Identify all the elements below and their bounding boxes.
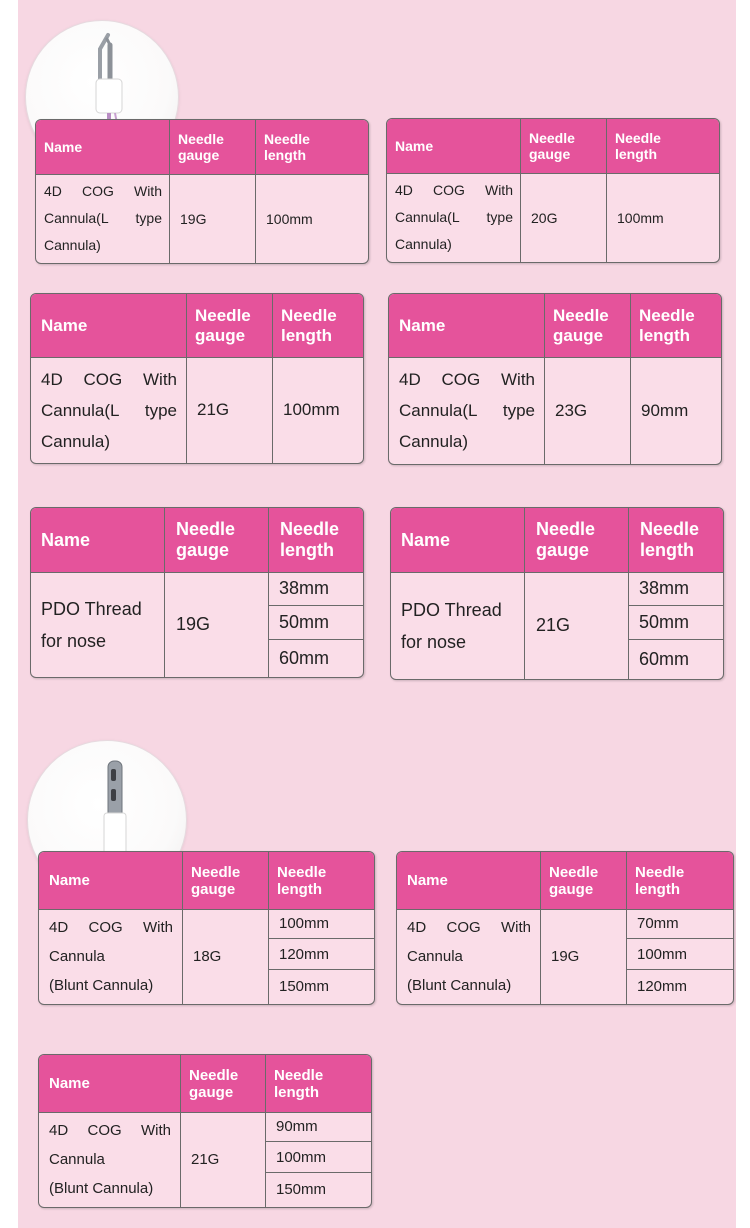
spec-table — [390, 507, 724, 680]
product-name: 4D COG With Cannula (Blunt Cannula) — [407, 919, 531, 994]
length-value: 38mm — [279, 578, 330, 598]
spec-table — [35, 119, 369, 264]
header-name: Name — [401, 529, 451, 550]
length-value: 50mm — [279, 612, 330, 632]
spec-table — [38, 1054, 372, 1208]
table-header-row — [31, 294, 363, 358]
header-needle-gauge: Needle gauge — [536, 519, 596, 560]
needle-lengths — [256, 174, 368, 263]
product-name: PDO Thread for nose — [401, 599, 502, 652]
spec-table — [388, 293, 722, 465]
length-value: 150mm — [279, 978, 330, 995]
header-needle-gauge: Needle gauge — [549, 863, 599, 898]
header-needle-gauge: Needle gauge — [195, 305, 251, 345]
table-header-row — [391, 508, 723, 573]
needle-gauge-value: 18G — [193, 948, 222, 965]
length-value: 100mm — [266, 210, 313, 227]
length-value: 100mm — [637, 945, 688, 963]
header-name: Name — [399, 315, 446, 335]
spec-table — [38, 851, 375, 1005]
length-value: 50mm — [639, 612, 690, 632]
length-value: 60mm — [639, 648, 690, 669]
length-value: 120mm — [637, 978, 688, 995]
product-name: PDO Thread for nose — [41, 598, 142, 651]
needle-gauge-value: 20G — [531, 209, 558, 226]
header-needle-length: Needle length — [640, 519, 700, 560]
table-header-row — [31, 508, 363, 573]
length-value: 90mm — [641, 400, 689, 420]
length-value: 38mm — [639, 578, 690, 598]
needle-lengths — [269, 909, 374, 1004]
header-needle-gauge: Needle gauge — [529, 130, 575, 162]
length-value: 60mm — [279, 647, 330, 668]
table-header-row — [36, 120, 368, 175]
length-value: 100mm — [617, 209, 664, 226]
needle-gauge-value: 21G — [536, 615, 571, 635]
needle-gauge-value: 19G — [180, 210, 207, 227]
needle-lengths — [629, 572, 723, 679]
product-name: 4D COG With Cannula(L type Cannula) — [44, 183, 162, 253]
needle-gauge-value: 23G — [555, 400, 588, 420]
header-needle-gauge: Needle gauge — [178, 131, 224, 163]
table-header-row — [397, 852, 733, 910]
product-name: 4D COG With Cannula (Blunt Cannula) — [49, 1122, 171, 1197]
spec-table — [396, 851, 734, 1005]
header-needle-length: Needle length — [274, 1066, 324, 1101]
length-value: 150mm — [276, 1181, 327, 1198]
spec-table — [386, 118, 720, 263]
needle-gauge-value: 19G — [551, 948, 580, 965]
header-name: Name — [49, 1075, 90, 1092]
header-needle-length: Needle length — [281, 305, 337, 345]
header-needle-length: Needle length — [635, 863, 685, 898]
table-header-row — [389, 294, 721, 358]
header-needle-length: Needle length — [639, 305, 695, 345]
needle-lengths — [269, 572, 363, 677]
header-name: Name — [407, 872, 448, 889]
header-name: Name — [41, 529, 91, 550]
table-header-row — [387, 119, 719, 174]
length-value: 70mm — [637, 915, 679, 932]
length-value: 100mm — [279, 915, 330, 932]
product-name: 4D COG With Cannula(L type Cannula) — [399, 370, 535, 451]
header-name: Name — [44, 139, 83, 155]
header-name: Name — [49, 872, 90, 889]
needle-lengths — [631, 357, 721, 464]
header-name: Name — [41, 315, 88, 335]
length-value: 100mm — [276, 1148, 327, 1166]
header-name: Name — [395, 138, 434, 154]
needle-lengths — [627, 909, 733, 1004]
spec-table — [30, 507, 364, 678]
needle-gauge-value: 21G — [191, 1151, 220, 1168]
header-needle-gauge: Needle gauge — [553, 305, 609, 345]
needle-lengths — [266, 1112, 371, 1207]
length-value: 90mm — [276, 1118, 318, 1135]
needle-gauge-value: 19G — [176, 614, 211, 634]
header-needle-length: Needle length — [280, 519, 340, 560]
product-name: 4D COG With Cannula (Blunt Cannula) — [49, 919, 173, 994]
header-needle-length: Needle length — [277, 863, 327, 898]
header-needle-gauge: Needle gauge — [189, 1066, 239, 1101]
header-needle-gauge: Needle gauge — [176, 519, 236, 560]
header-needle-gauge: Needle gauge — [191, 863, 241, 898]
length-value: 100mm — [283, 400, 340, 419]
needle-lengths — [273, 357, 363, 463]
header-needle-length: Needle length — [264, 131, 310, 163]
needle-lengths — [607, 173, 719, 262]
product-name: 4D COG With Cannula(L type Cannula) — [41, 369, 177, 451]
product-name: 4D COG With Cannula(L type Cannula) — [395, 182, 513, 252]
table-header-row — [39, 852, 374, 910]
table-header-row — [39, 1055, 371, 1113]
length-value: 120mm — [279, 945, 330, 963]
needle-gauge-value: 21G — [197, 400, 230, 419]
header-needle-length: Needle length — [615, 130, 661, 162]
page-background — [18, 0, 736, 1228]
spec-table — [30, 293, 364, 464]
